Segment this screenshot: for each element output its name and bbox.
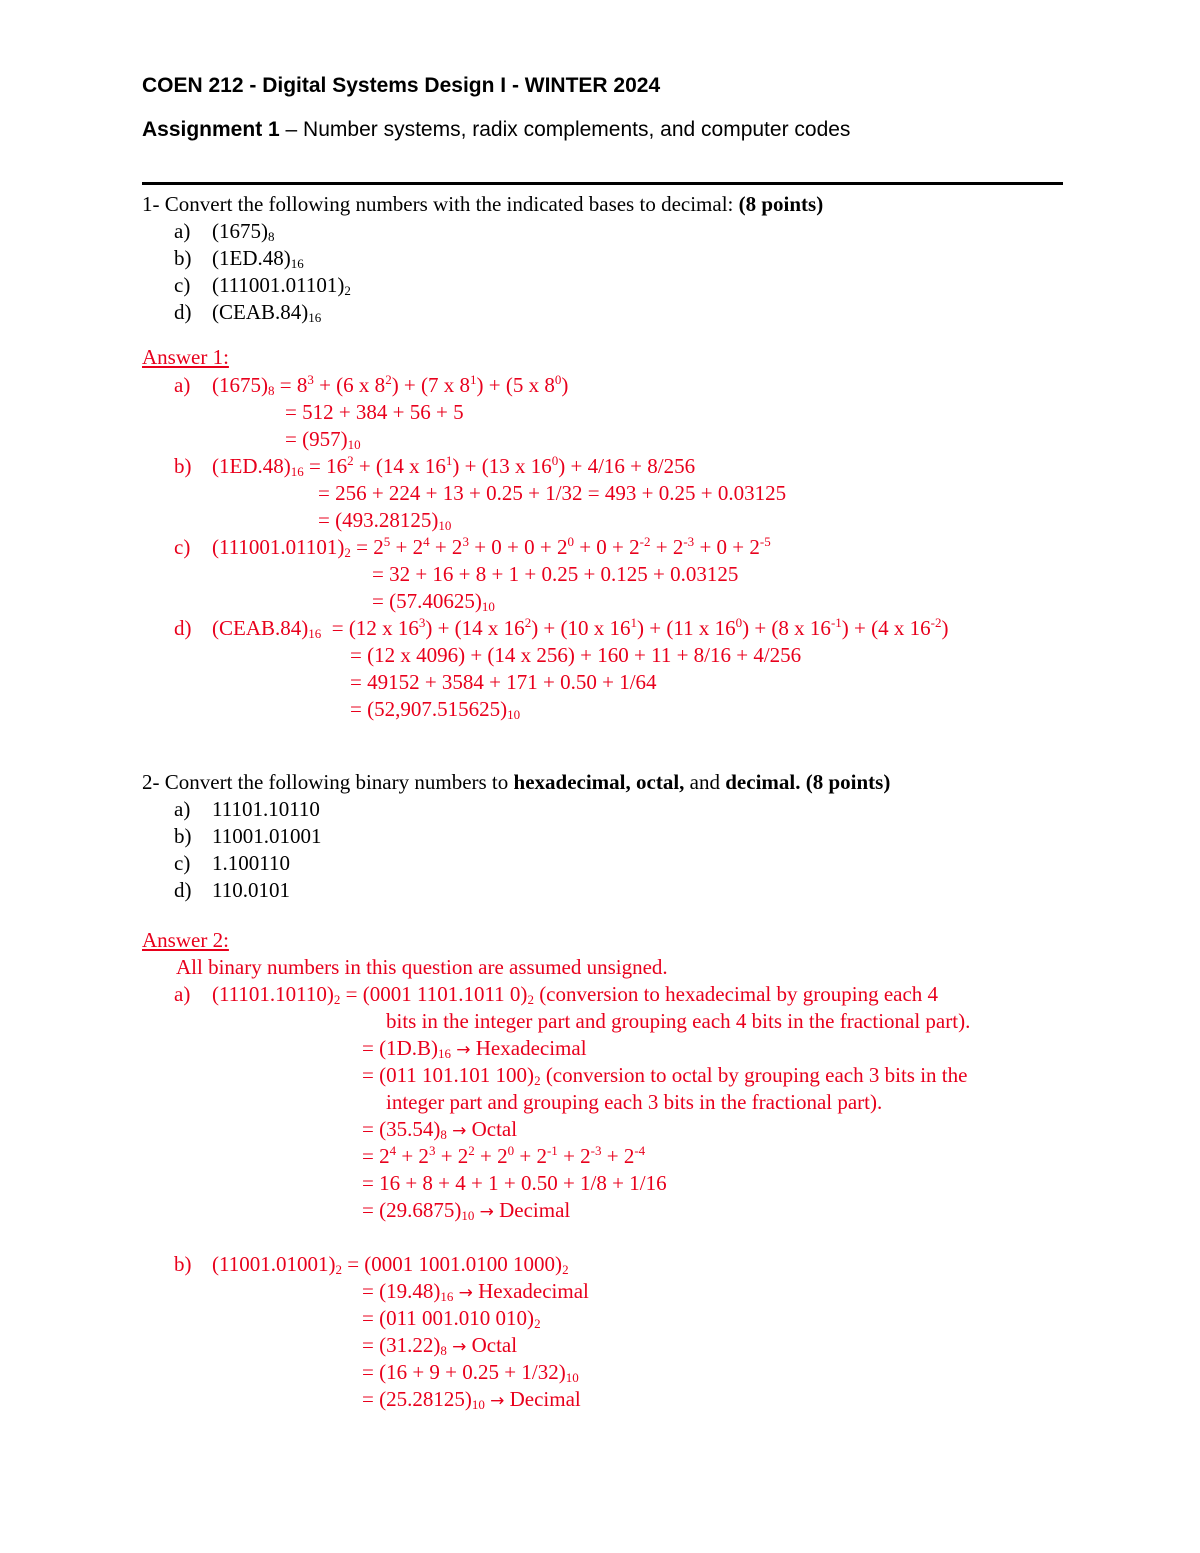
answer-1a-line-3: = $(957)_{10}$ [285,427,361,452]
question-1-prompt [142,192,823,216]
question-1-item-d [174,300,321,324]
question-1-item-c [174,273,351,297]
question-2-item-a [174,797,320,821]
keyword-decimal: decimal. [725,770,801,794]
item-value: (1ED.48) [212,246,291,270]
question-2-item-c [174,851,290,875]
assignment-label: Assignment 1 [142,118,280,141]
math-line: $(11001.01001)_2 = (0001$ 1001.0100 $1000)_2$ [212,1252,569,1277]
item-label: b) [174,454,192,478]
item-value: 11001.01001 [212,824,322,848]
answer-2b-line-5: = $(16 + 9 + 0.25 + 1/32)_{10}$ [362,1360,579,1385]
item-base: 16 [290,256,304,271]
answer-1d-line-2: = (12 x 4096) + (14 x 256) + 160 + 11 + 8/16 + 4/256 [350,643,802,667]
question-2-item-b [174,824,321,848]
header-divider [142,182,1063,185]
item-value: (1675) [212,219,268,243]
item-label: a) [174,982,191,1006]
item-value: 1.100110 [212,851,290,875]
answer-2-heading: Answer 2: [142,928,229,952]
answer-1-heading: Answer 1: [142,345,229,369]
answer-2a-line-6: = $(35.54)_8$ → Octal [362,1117,518,1142]
arrow-icon: → [456,1040,471,1060]
answer-2a-line-5: integer part and grouping each 3 bits in the fractional part). [386,1090,883,1114]
answer-2a-line-1 [174,982,938,1006]
answer-1c-line-1 [174,535,771,559]
arrow-icon: → [490,1391,505,1411]
question-2-item-d [174,878,290,902]
keyword-hexadecimal: hexadecimal, [513,770,631,794]
arrow-icon: → [452,1337,467,1357]
math-line: $(11101.10110)_2 = (0001$ 1101.1011 $0)_2$ (conversion to hexadecimal by grouping each 4 [212,982,939,1007]
arrow-icon: → [458,1283,473,1303]
math-line: $(1675)_8 = 8^3 + (6$ x $8^2) + (7$ x $8^1) + (5$ x $8^0$) [212,372,569,398]
answer-1c-line-3: = $(57.40625)_{10}$ [372,589,495,614]
item-label: c) [174,535,191,559]
math-line: $(1ED.48)_{16} = 16^2 + (14$ x $16^1) + (13$ x $16^0) + 4/16 + 8/256$ [212,453,696,479]
answer-2b-line-1 [174,1252,569,1276]
answer-1d-line-3: = 49152 + 3584 + 171 + 0.50 + 1/64 [350,670,657,694]
question-1-item-a [174,219,275,243]
item-label: b) [174,246,192,270]
item-label: a) [174,373,191,397]
answer-1a-line-2: = 512 + 384 + 56 + 5 [285,400,464,424]
answer-2a-line-7: = $2^4 + 2^3 + 2^2 + 2^0 + 2^{-1} + 2^{-3} + 2^{-4}$ [362,1143,646,1168]
item-value: 110.0101 [212,878,290,902]
item-label: a) [174,797,191,821]
question-1-points: (8 points) [738,192,824,216]
assignment-subtitle: – Number systems, radix complements, and computer codes [279,118,851,141]
answer-2-note: All binary numbers in this question are assumed unsigned. [176,955,668,979]
answer-1d-line-1 [174,616,948,640]
question-1-item-b [174,246,304,270]
item-value: (CEAB.84) [212,300,309,324]
item-label: d) [174,616,192,640]
item-label: d) [174,300,192,324]
arrow-icon: → [479,1202,494,1222]
answer-1b-line-3: = $(493.28125)_{10}$ [318,508,452,533]
answer-2b-line-4: = $(31.22)_8$ → Octal [362,1333,518,1358]
answer-1a-line-1 [174,373,568,397]
question-1-text: 1- Convert the following numbers with the indicated bases to decimal: [142,192,739,216]
question-2-points: (8 points) [800,770,891,794]
assignment-title [142,118,850,142]
answer-1b-line-1 [174,454,695,478]
item-label: d) [174,878,192,902]
item-base: 2 [344,283,351,298]
answer-2b-line-6: = $(25.28125)_{10}$ → Decimal [362,1387,581,1412]
answer-2b-line-3: = (011 001.010 $010)_2$ [362,1306,541,1331]
answer-2a-line-8: = 16 + 8 + 4 + 1 + 0.50 + 1/8 + 1/16 [362,1171,667,1195]
item-label: b) [174,824,192,848]
answer-1b-line-2: = 256 + 224 + 13 + 0.25 + 1/32 = 493 + 0.25 + 0.03125 [318,481,787,505]
answer-2a-line-3: = $(1D.B)_{16}$ → Hexadecimal [362,1036,587,1061]
item-label: c) [174,273,191,297]
math-line: $(CEAB.84)_{16} = (12$ x $16^3) + (14$ x $16^2) + (10$ x $16^1) + (11$ x $16^0) + (8$ x $16^{-1}) + (4$ x $16^{-2}$) [212,615,949,641]
item-base: 8 [268,229,275,244]
item-label: c) [174,851,191,875]
item-base: 16 [308,310,322,325]
answer-1d-line-4: = $(52,907.515625)_{10}$ [350,697,521,722]
item-label: b) [174,1252,192,1276]
course-title: COEN 212 - Digital Systems Design I - WINTER 2024 [142,74,661,97]
question-2-prompt [142,770,890,794]
arrow-icon: → [452,1121,467,1141]
answer-2a-line-2: bits in the integer part and grouping each 4 bits in the fractional part). [386,1009,971,1033]
answer-1c-line-2: = 32 + 16 + 8 + 1 + 0.25 + 0.125 + 0.03125 [372,562,739,586]
item-value: 11101.10110 [212,797,320,821]
item-value: (111001.01101) [212,273,345,297]
answer-2a-line-9: = $(29.6875)_{10}$ → Decimal [362,1198,571,1223]
keyword-octal: octal, [636,770,685,794]
question-2-text: 2- Convert the following binary numbers to [142,770,514,794]
question-2-and: and [684,770,726,794]
answer-2a-line-4: = (011 101.101 $100)_2$ (conversion to octal by grouping each 3 bits in the [362,1063,968,1088]
item-label: a) [174,219,191,243]
math-line: $(111001.01101)_2 = 2^5 + 2^4 + 2^3 + 0 + 0 + 2^0 + 0 + 2^{-2} + 2^{-3} + 0 + 2^{-5}$ [212,534,771,560]
answer-2b-line-2: = $(19.48)_{16}$ → Hexadecimal [362,1279,589,1304]
